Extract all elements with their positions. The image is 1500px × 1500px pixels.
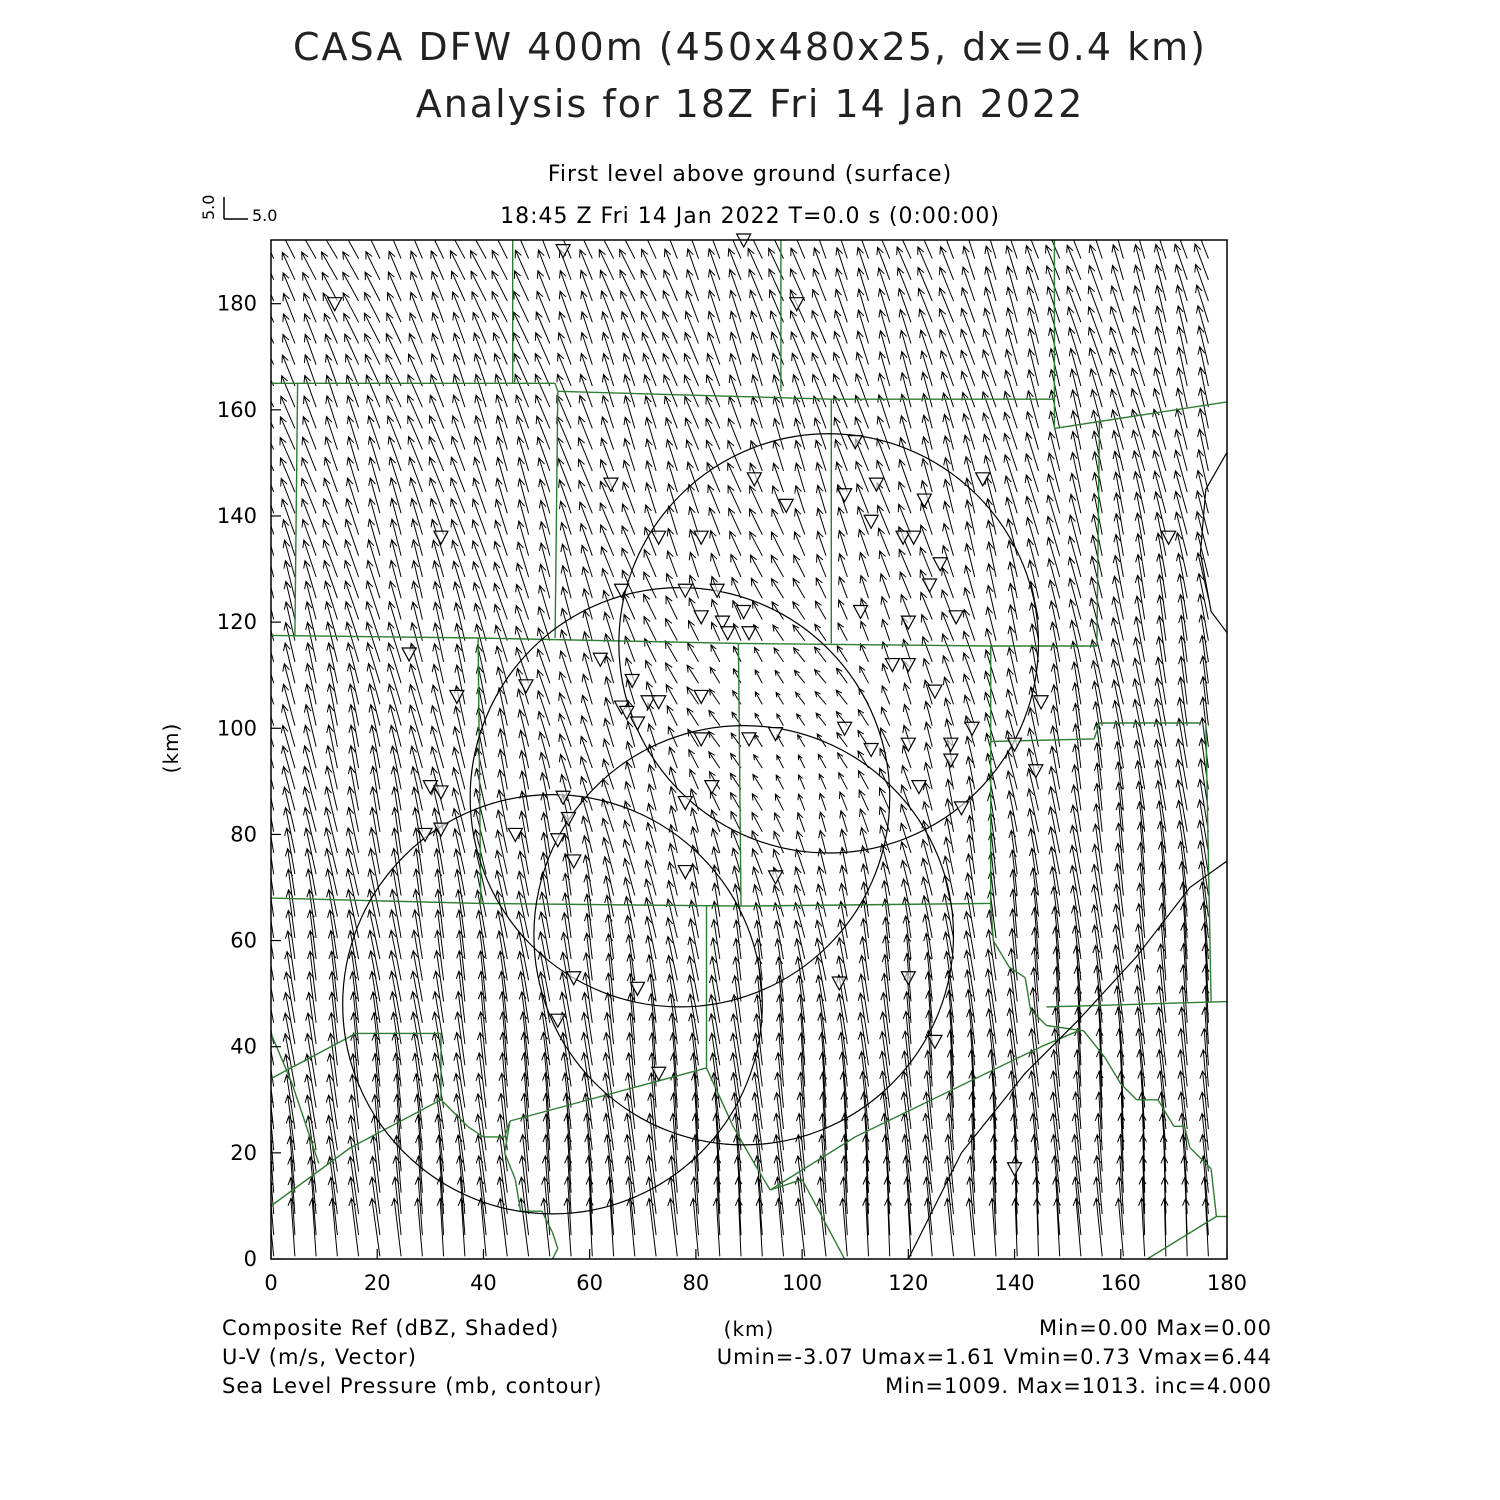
station-marker <box>790 298 804 311</box>
station-marker <box>694 611 708 624</box>
county-boundary <box>441 1100 468 1127</box>
plot-subtitle: Analysis for 18Z Fri 14 Jan 2022 <box>415 82 1085 126</box>
county-boundary <box>295 383 298 635</box>
county-boundary <box>1025 978 1030 1010</box>
county-boundary <box>1158 1100 1174 1127</box>
station-marker <box>551 1014 565 1027</box>
station-marker <box>769 728 783 741</box>
legend-stats-pressure: Min=1009. Max=1013. inc=4.000 <box>885 1374 1272 1398</box>
x-tick-label: 180 <box>1206 1271 1248 1295</box>
x-axis-label: (km) <box>723 1317 775 1341</box>
x-tick-label: 140 <box>994 1271 1035 1295</box>
y-tick-label: 0 <box>243 1247 257 1271</box>
x-tick-label: 80 <box>682 1271 710 1295</box>
time-label: 18:45 Z Fri 14 Jan 2022 T=0.0 s (0:00:00) <box>500 204 1000 229</box>
x-tick-label: 100 <box>782 1271 823 1295</box>
county-boundary <box>555 383 558 391</box>
county-boundary <box>468 1126 484 1137</box>
county-boundary <box>271 1148 351 1206</box>
station-marker <box>721 627 735 640</box>
station-marker <box>328 298 342 311</box>
pressure-contour <box>343 795 763 1214</box>
station-marker <box>954 802 968 815</box>
station-marker <box>630 982 644 995</box>
station-marker <box>705 781 719 794</box>
station-marker <box>769 871 783 884</box>
county-boundary <box>1147 1217 1216 1260</box>
y-tick-label: 120 <box>216 610 257 635</box>
station-marker <box>450 690 464 703</box>
station-marker <box>949 611 963 624</box>
station-marker <box>737 606 751 619</box>
station-marker <box>838 489 852 502</box>
legend-field-pressure: Sea Level Pressure (mb, contour) <box>222 1374 603 1398</box>
station-marker <box>838 722 852 735</box>
y-tick-label: 20 <box>230 1140 257 1165</box>
station-marker <box>434 786 448 799</box>
county-boundary <box>555 391 558 638</box>
station-marker <box>933 558 947 571</box>
station-marker <box>694 531 708 544</box>
vector-key <box>199 195 277 225</box>
x-tick-label: 40 <box>470 1271 497 1295</box>
pressure-contour <box>619 434 1039 853</box>
station-marker <box>1008 1163 1022 1176</box>
station-marker <box>604 478 618 491</box>
station-marker <box>864 744 878 757</box>
county-boundary <box>553 1248 558 1259</box>
legend-stats-wind: Umin=-3.07 Umax=1.61 Vmin=0.73 Vmax=6.44 <box>716 1345 1272 1369</box>
pressure-contour <box>908 861 1227 1259</box>
y-tick-label: 140 <box>216 503 257 528</box>
station-marker <box>885 659 899 672</box>
station-marker <box>561 812 575 825</box>
pressure-contour <box>1200 452 1227 632</box>
station-marker <box>652 696 666 709</box>
pressure-contour <box>534 726 954 1145</box>
county-boundary <box>1046 1026 1083 1031</box>
y-tick-label: 60 <box>230 928 257 953</box>
y-tick-label: 80 <box>230 822 257 847</box>
legend-stats-reflectivity: Min=0.00 Max=0.00 <box>1038 1316 1272 1340</box>
county-boundary <box>1046 1002 1227 1007</box>
station-marker <box>928 1035 942 1048</box>
station-marker <box>630 717 644 730</box>
x-tick-label: 160 <box>1100 1271 1141 1295</box>
county-boundary <box>1190 1148 1211 1169</box>
station-marker <box>869 478 883 491</box>
y-tick-label: 100 <box>216 716 257 741</box>
x-axis <box>264 1249 1247 1295</box>
y-axis-label: (km) <box>159 722 183 774</box>
plot-title: CASA DFW 400m (450x480x25, dx=0.4 km) <box>292 25 1207 69</box>
station-marker <box>923 579 937 592</box>
station-marker <box>519 680 533 693</box>
legend-field-reflectivity: Composite Ref (dBZ, Shaded) <box>222 1316 560 1340</box>
county-boundary <box>738 643 990 646</box>
station-marker <box>864 515 878 528</box>
station-marker <box>1034 696 1048 709</box>
level-label: First level above ground (surface) <box>547 162 953 187</box>
station-marker <box>1162 531 1176 544</box>
legend-field-wind: U-V (m/s, Vector) <box>222 1345 417 1369</box>
station-marker <box>965 722 979 735</box>
station-marker <box>678 797 692 810</box>
county-boundary <box>515 1179 520 1211</box>
county-boundary <box>553 1233 558 1249</box>
vector-key-v: 5.0 <box>199 194 218 220</box>
station-marker <box>710 584 724 597</box>
station-marker <box>779 499 793 512</box>
station-marker <box>742 733 756 746</box>
x-tick-label: 120 <box>888 1271 929 1295</box>
station-marker <box>907 531 921 544</box>
x-tick-label: 20 <box>363 1271 391 1295</box>
station-marker <box>901 616 915 629</box>
station-marker <box>917 494 931 507</box>
vector-key-u: 5.0 <box>252 206 278 225</box>
station-marker <box>652 531 666 544</box>
station-marker <box>434 531 448 544</box>
station-marker <box>901 738 915 751</box>
county-boundary <box>802 1179 845 1259</box>
county-boundary <box>1105 1057 1121 1084</box>
station-marker <box>678 584 692 597</box>
county-boundary <box>1211 1169 1216 1217</box>
station-marker <box>678 866 692 879</box>
county-boundary <box>991 739 1094 742</box>
station-marker <box>901 972 915 985</box>
y-tick-label: 160 <box>216 397 257 422</box>
county-boundary <box>351 1100 441 1148</box>
x-tick-label: 60 <box>576 1271 604 1295</box>
x-tick-label: 0 <box>264 1271 278 1295</box>
station-marker <box>848 436 862 449</box>
y-tick-label: 40 <box>230 1034 257 1059</box>
y-tick-label: 180 <box>216 291 257 316</box>
station-marker <box>742 627 756 640</box>
county-boundary <box>271 635 478 638</box>
station-marker <box>567 972 581 985</box>
